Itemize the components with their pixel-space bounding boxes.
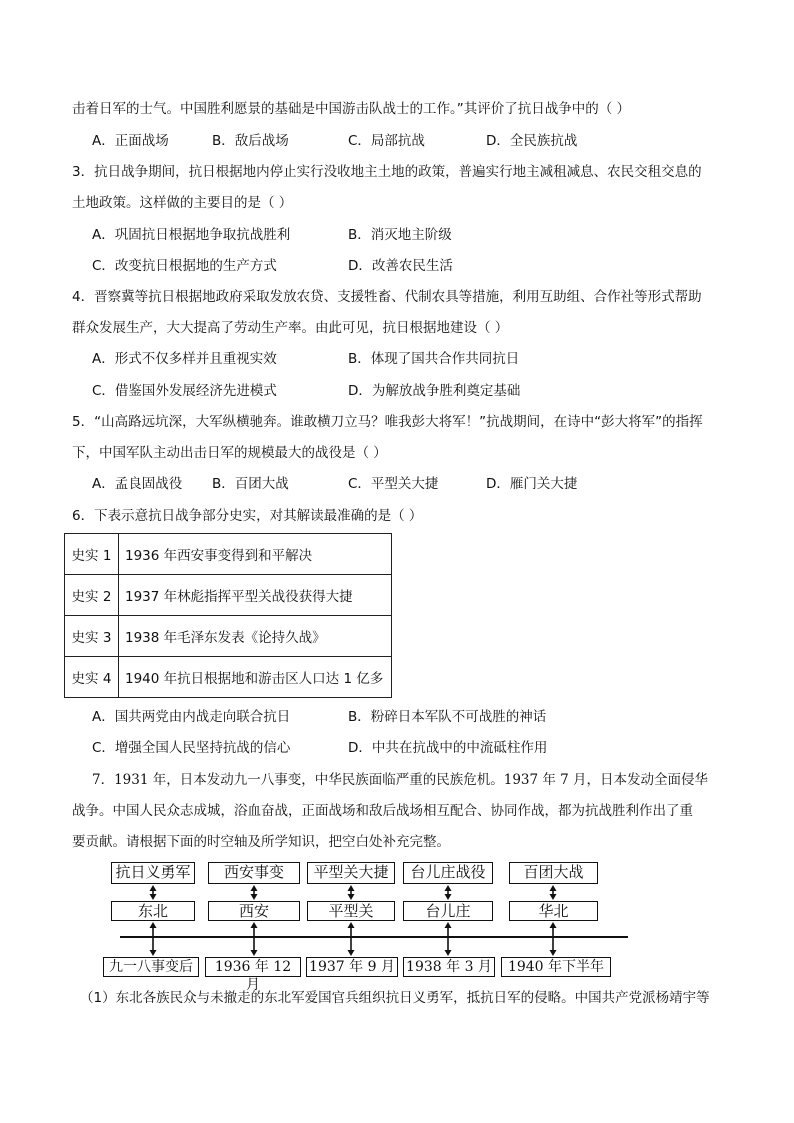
timeline-event-box: 平型关大捷 bbox=[307, 862, 395, 884]
timeline-event-box: 西安事变 bbox=[208, 862, 300, 884]
q6-stem: 6．下表示意抗日战争部分史实，对其解读最准确的是（ ） bbox=[72, 508, 423, 524]
connector-arrow bbox=[550, 885, 557, 900]
q3-option-b: B．消灭地主阶级 bbox=[348, 227, 452, 243]
timeline-date-box: 1940 年下半年 bbox=[501, 957, 611, 977]
fact-label: 史实 3 bbox=[65, 616, 119, 657]
timeline-place-box: 平型关 bbox=[307, 901, 395, 921]
timeline-place-box: 西安 bbox=[208, 901, 300, 921]
fact-label: 史实 1 bbox=[65, 534, 119, 575]
q6-option-d: D．中共在抗战中的中流砥柱作用 bbox=[348, 740, 548, 756]
q2-option-c: C．局部抗战 bbox=[348, 133, 425, 149]
q4-option-b: B．体现了国共合作共同抗日 bbox=[348, 351, 520, 367]
connector-arrow bbox=[348, 885, 355, 900]
q2-option-b: B．敌后战场 bbox=[212, 133, 289, 149]
connector-arrow bbox=[150, 922, 157, 956]
fact-text: 1938 年毛泽东发表《论持久战》 bbox=[119, 616, 392, 657]
q4-stem-line2: 群众发展生产，大大提高了劳动生产率。由此可见，抗日根据地建设（ ） bbox=[72, 320, 509, 336]
q4-stem-line1: 4．晋察冀等抗日根据地政府采取发放农贷、支援牲畜、代制农具等措施，利用互助组、合作社等形式帮助 bbox=[72, 289, 702, 305]
q5-option-b: B．百团大战 bbox=[212, 476, 289, 492]
connector-arrow bbox=[150, 885, 157, 900]
q6-option-c: C．增强全国人民坚持抗战的信心 bbox=[92, 740, 291, 756]
q5-stem-line2: 下，中国军队主动出击日军的规模最大的战役是（ ） bbox=[72, 445, 387, 461]
fact-label: 史实 4 bbox=[65, 657, 119, 698]
timeline-place-box: 东北 bbox=[111, 901, 195, 921]
q2-option-a: A．正面战场 bbox=[92, 133, 169, 149]
q7-stem-line2: 战争。中国人民众志成城，浴血奋战，正面战场和敌后战场相互配合、协同作战，都为抗战胜利作出了重 bbox=[72, 803, 693, 819]
timeline-date-box: 1937 年 9 月 bbox=[306, 957, 398, 977]
timeline-event-box: 百团大战 bbox=[509, 862, 598, 884]
connector-arrow bbox=[445, 885, 452, 900]
q7-sub1-text: （1）东北各族民众与未撤走的东北军爱国官兵组织抗日义勇军，抵抗日军的侵略。中国共产党派杨靖宇等 bbox=[80, 990, 710, 1006]
q3-stem-line2: 土地政策。这样做的主要目的是（ ） bbox=[72, 195, 293, 211]
timeline-event-box: 抗日义勇军 bbox=[111, 862, 195, 884]
connector-arrow bbox=[445, 922, 452, 956]
timeline-date-box: 1938 年 3 月 bbox=[403, 957, 495, 977]
timeline-place-box: 台儿庄 bbox=[403, 901, 493, 921]
q5-stem-line1: 5．“山高路远坑深，大军纵横驰奔。谁敢横刀立马？唯我彭大将军！”抗战期间，在诗中“彭大将军”的指挥 bbox=[72, 414, 703, 430]
q4-option-a: A．形式不仅多样并且重视实效 bbox=[92, 351, 277, 367]
timeline-place-box: 华北 bbox=[509, 901, 598, 921]
q7-stem-line1: 7．1931 年，日本发动九一八事变，中华民族面临严重的民族危机。1937 年 7 月，日本发动全面侵华 bbox=[92, 772, 709, 788]
q2-stem-tail: 击着日军的士气。中国胜利愿景的基础是中国游击队战士的工作。”其评价了抗日战争中的（ ） bbox=[72, 101, 631, 117]
connector-arrow bbox=[348, 922, 355, 956]
fact-text: 1940 年抗日根据地和游击区人口达 1 亿多 bbox=[119, 657, 392, 698]
connector-arrow bbox=[251, 922, 258, 956]
q3-option-d: D．改善农民生活 bbox=[348, 258, 453, 274]
connector-arrow bbox=[550, 922, 557, 956]
q5-option-c: C．平型关大捷 bbox=[348, 476, 439, 492]
timeline-event-box: 台儿庄战役 bbox=[403, 862, 493, 884]
timeline-date-box: 1936 年 12 月 bbox=[205, 957, 301, 977]
connector-arrow bbox=[251, 885, 258, 900]
fact-label: 史实 2 bbox=[65, 575, 119, 616]
q6-option-a: A．国共两党由内战走向联合抗日 bbox=[92, 709, 291, 725]
q4-option-d: D．为解放战争胜利奠定基础 bbox=[348, 383, 521, 399]
q3-option-a: A．巩固抗日根据地争取抗战胜利 bbox=[92, 227, 291, 243]
q5-option-d: D．雁门关大捷 bbox=[486, 476, 578, 492]
q7-stem-line3: 要贡献。请根据下面的时空轴及所学知识，把空白处补充完整。 bbox=[72, 834, 450, 850]
q2-option-d: D．全民族抗战 bbox=[486, 133, 578, 149]
q6-option-b: B．粉碎日本军队不可战胜的神话 bbox=[348, 709, 547, 725]
timeline-date-box: 九一八事变后 bbox=[103, 957, 199, 977]
q4-option-c: C．借鉴国外发展经济先进模式 bbox=[92, 383, 277, 399]
fact-text: 1936 年西安事变得到和平解决 bbox=[119, 534, 392, 575]
q5-option-a: A．孟良固战役 bbox=[92, 476, 183, 492]
fact-text: 1937 年林彪指挥平型关战役获得大捷 bbox=[119, 575, 392, 616]
q3-stem-line1: 3．抗日战争期间，抗日根据地内停止实行没收地主土地的政策，普遍实行地主减租减息、农民交租交息的 bbox=[72, 164, 702, 180]
q3-option-c: C．改变抗日根据地的生产方式 bbox=[92, 258, 277, 274]
